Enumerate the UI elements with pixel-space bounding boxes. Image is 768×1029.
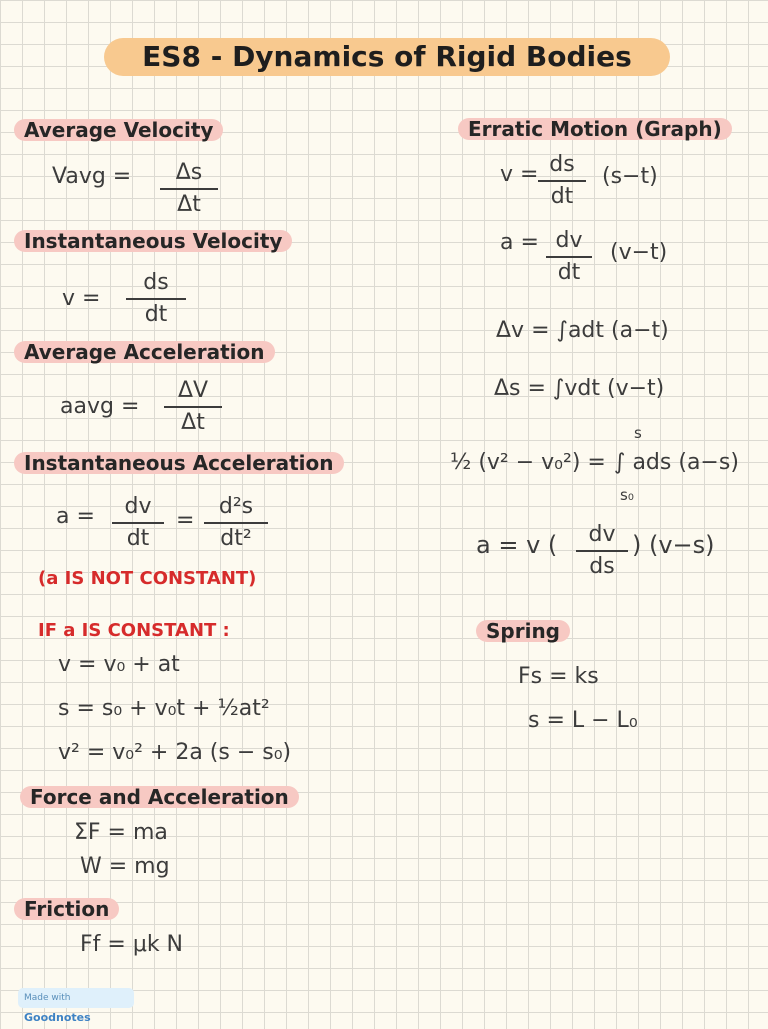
heading-erratic-motion: Erratic Motion (Graph) xyxy=(458,118,732,140)
inst-velocity-fraction xyxy=(126,270,186,328)
erratic-e5-lower-limit: s₀ xyxy=(620,486,634,504)
fraction-bar xyxy=(538,180,586,182)
heading-spring: Spring xyxy=(476,620,570,642)
fraction-bar xyxy=(160,188,218,190)
erratic-e6-lhs: a = v ( xyxy=(476,531,558,559)
fraction-numerator: dv xyxy=(124,494,152,519)
fraction-denominator: Δt xyxy=(181,410,205,435)
fraction-numerator: ΔV xyxy=(177,378,209,403)
force-eq-newton: ΣF = ma xyxy=(74,820,168,845)
badge-prefix: Made with xyxy=(24,993,71,1003)
fraction-denominator: dt xyxy=(550,184,574,209)
force-eq-weight: W = mg xyxy=(80,854,170,879)
avg-accel-lhs: aavg = xyxy=(60,394,140,419)
erratic-e5-lhs: ½ (v² − v₀²) = xyxy=(450,450,606,475)
constant-eq-position: s = s₀ + v₀t + ½at² xyxy=(58,696,270,721)
inst-accel-lhs: a = xyxy=(56,504,95,529)
inst-velocity-lhs: v = xyxy=(62,286,101,311)
constant-eq-velocity: v = v₀ + at xyxy=(58,652,180,677)
fraction-bar xyxy=(112,522,164,524)
fraction-numerator: ds xyxy=(143,270,169,295)
erratic-e4: Δs = ∫vdt (v−t) xyxy=(494,376,665,401)
fraction-numerator: dv xyxy=(555,228,583,253)
erratic-e6-tag: ) (v−s) xyxy=(632,531,715,559)
heading-average-acceleration: Average Acceleration xyxy=(14,341,275,363)
inst-accel-equals: = xyxy=(176,508,195,533)
erratic-e2-tag: (v−t) xyxy=(610,240,668,265)
fraction-denominator: dt xyxy=(126,526,150,551)
fraction-numerator: dv xyxy=(588,522,616,547)
erratic-e1-tag: (s−t) xyxy=(602,164,658,189)
erratic-e2-fraction xyxy=(546,228,592,286)
friction-eq: Ff = μk N xyxy=(80,932,184,957)
erratic-e3: Δv = ∫adt (a−t) xyxy=(496,318,669,343)
fraction-denominator: dt xyxy=(557,260,581,285)
erratic-e6-fraction xyxy=(576,522,628,580)
goodnotes-badge xyxy=(18,988,134,1024)
spring-eq-force: Fs = ks xyxy=(518,664,599,689)
page-title: ES8 - Dynamics of Rigid Bodies xyxy=(142,40,632,73)
inst-accel-fraction-1 xyxy=(112,494,164,552)
spring-eq-deformation: s = L − L₀ xyxy=(528,708,638,733)
heading-instantaneous-acceleration: Instantaneous Acceleration xyxy=(14,452,344,474)
inst-accel-fraction-2 xyxy=(204,494,268,552)
heading-friction: Friction xyxy=(14,898,119,920)
avg-accel-fraction xyxy=(164,378,222,436)
avg-velocity-lhs: Vavg = xyxy=(52,164,132,189)
heading-instantaneous-velocity: Instantaneous Velocity xyxy=(14,230,292,252)
fraction-denominator: dt xyxy=(144,302,168,327)
fraction-bar xyxy=(164,406,222,408)
not-constant-note: (a IS NOT CONSTANT) xyxy=(38,568,257,589)
fraction-bar xyxy=(546,256,592,258)
fraction-bar xyxy=(126,298,186,300)
erratic-e2-lhs: a = xyxy=(500,230,539,255)
fraction-numerator: ds xyxy=(549,152,575,177)
erratic-e5-upper-limit: s xyxy=(634,424,642,442)
heading-average-velocity: Average Velocity xyxy=(14,119,223,141)
fraction-bar xyxy=(576,550,628,552)
fraction-numerator: d²s xyxy=(218,494,254,519)
fraction-denominator: dt² xyxy=(220,526,252,551)
erratic-e5-rhs: ∫ ads (a−s) xyxy=(614,450,739,475)
heading-if-constant: IF a IS CONSTANT : xyxy=(38,620,230,641)
fraction-denominator: ds xyxy=(589,554,615,579)
constant-eq-velocity-squared: v² = v₀² + 2a (s − s₀) xyxy=(58,740,292,765)
erratic-e1-fraction xyxy=(538,152,586,210)
avg-velocity-fraction xyxy=(160,160,218,218)
heading-force-acceleration: Force and Acceleration xyxy=(20,786,299,808)
badge-brand: Goodnotes xyxy=(24,1011,91,1024)
fraction-bar xyxy=(204,522,268,524)
erratic-e1-lhs: v = xyxy=(500,162,539,187)
fraction-numerator: Δs xyxy=(175,160,203,185)
fraction-denominator: Δt xyxy=(177,192,201,217)
